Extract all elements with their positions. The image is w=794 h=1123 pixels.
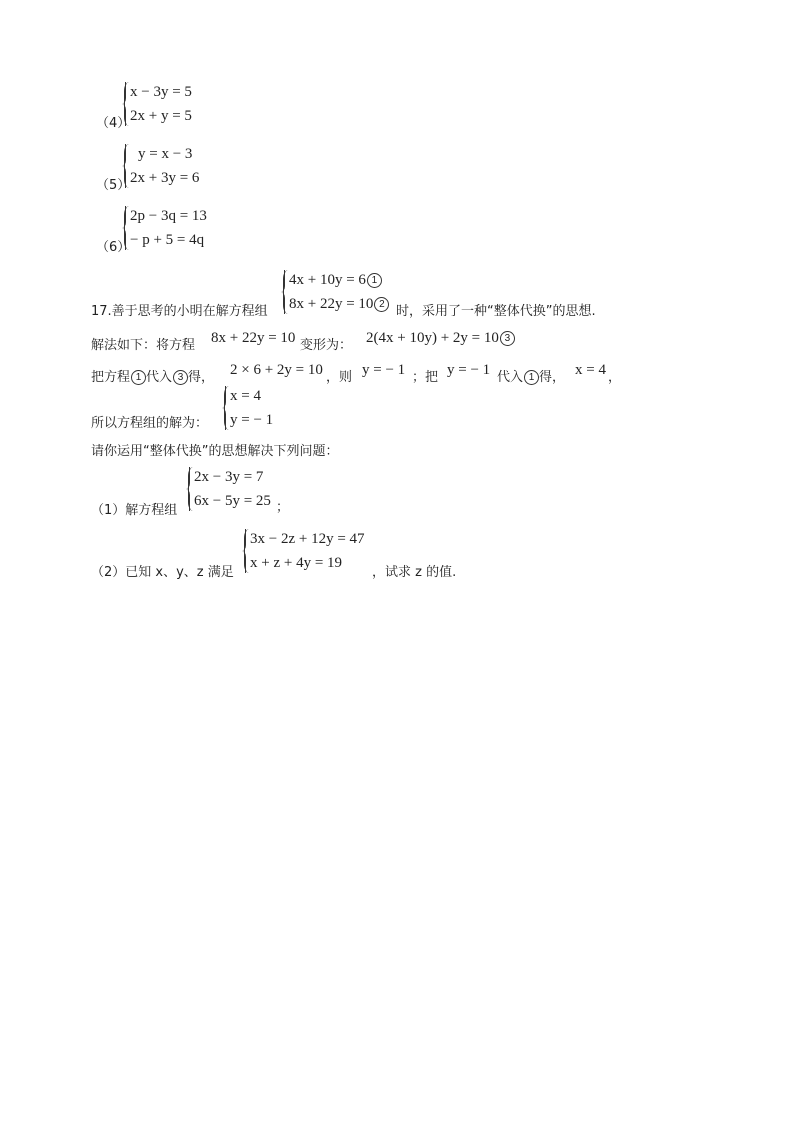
equation: 2x − 3y = 7 [194, 469, 264, 485]
equation: 2p − 3q = 13 [130, 208, 207, 224]
part2-system [244, 527, 365, 575]
brace [283, 270, 289, 314]
equation: x = 4 [230, 388, 261, 404]
circled-number: 1 [367, 273, 382, 288]
equation-text: 4x + 10y = 6 [289, 272, 366, 288]
equation: y = x − 3 [138, 146, 193, 162]
equation: x + z + 4y = 19 [250, 555, 343, 571]
equation: 2x + 3y = 6 [130, 170, 200, 186]
equation-text: 2(4x + 10y) + 2y = 10 [366, 330, 499, 346]
then-label: ，则 [326, 370, 353, 385]
equation: 2x + y = 5 [130, 108, 192, 124]
problem-6-label: （6） [96, 240, 131, 255]
text: 得， [539, 370, 566, 385]
equation-2 [283, 292, 389, 316]
circled-number: 2 [374, 297, 389, 312]
y-value-2: y = − 1 [447, 362, 491, 378]
equation: x − 3y = 5 [130, 84, 192, 100]
text: 代入 [146, 370, 173, 385]
solution-system [224, 384, 273, 432]
transformed-equation [366, 330, 515, 347]
put-in-label [497, 366, 565, 385]
substituted-equation: 2 × 6 + 2y = 10 [230, 362, 323, 378]
equation: 3x − 2z + 12y = 47 [250, 531, 365, 547]
equation-text: 8x + 22y = 10 [289, 296, 374, 312]
q17-system [283, 268, 389, 316]
substitute-line [91, 366, 214, 385]
part1-label: （1）解方程组 [91, 503, 178, 518]
equation: − p + 5 = 4q [130, 232, 205, 248]
brace [124, 144, 130, 188]
equation-1 [283, 268, 389, 292]
problem-5-system [124, 142, 199, 190]
q17-intro-tail: 时，采用了一种“整体代换”的思想. [396, 304, 596, 319]
circled-number: 1 [131, 370, 146, 385]
task-statement: 请你运用“整体代换”的思想解决下列问题： [91, 444, 339, 459]
circled-number: 3 [173, 370, 188, 385]
problem-4-system [124, 80, 192, 128]
equation: 6x − 5y = 25 [194, 493, 271, 509]
part1-system [188, 465, 271, 513]
solution-label: 所以方程组的解为： [91, 416, 209, 431]
circled-number: 3 [500, 331, 515, 346]
x-value: x = 4 [575, 362, 606, 378]
part2-tail: ，试求 z 的值. [372, 565, 457, 580]
part2-label: （2）已知 x、y、z 满足 [91, 565, 234, 580]
text: 代入 [497, 370, 524, 385]
q17-intro: 17.善于思考的小明在解方程组 [91, 304, 268, 319]
equation: y = − 1 [230, 412, 274, 428]
text: 得， [188, 370, 215, 385]
comma: ， [608, 370, 622, 385]
text: 把方程 [91, 370, 131, 385]
brace [224, 386, 230, 430]
problem-6-system [124, 204, 207, 252]
brace [244, 529, 250, 573]
problem-4-label: （4） [96, 116, 131, 131]
y-value: y = − 1 [362, 362, 406, 378]
method-label: 解法如下：将方程 [91, 338, 196, 353]
brace [124, 206, 130, 250]
problem-5-label: （5） [96, 178, 131, 193]
brace [188, 467, 194, 511]
transform-label: 变形为： [300, 338, 353, 353]
original-equation: 8x + 22y = 10 [211, 330, 296, 346]
brace [124, 82, 130, 126]
part1-tail: ； [276, 500, 290, 515]
circled-number: 1 [524, 370, 539, 385]
put-label: ；把 [412, 370, 439, 385]
